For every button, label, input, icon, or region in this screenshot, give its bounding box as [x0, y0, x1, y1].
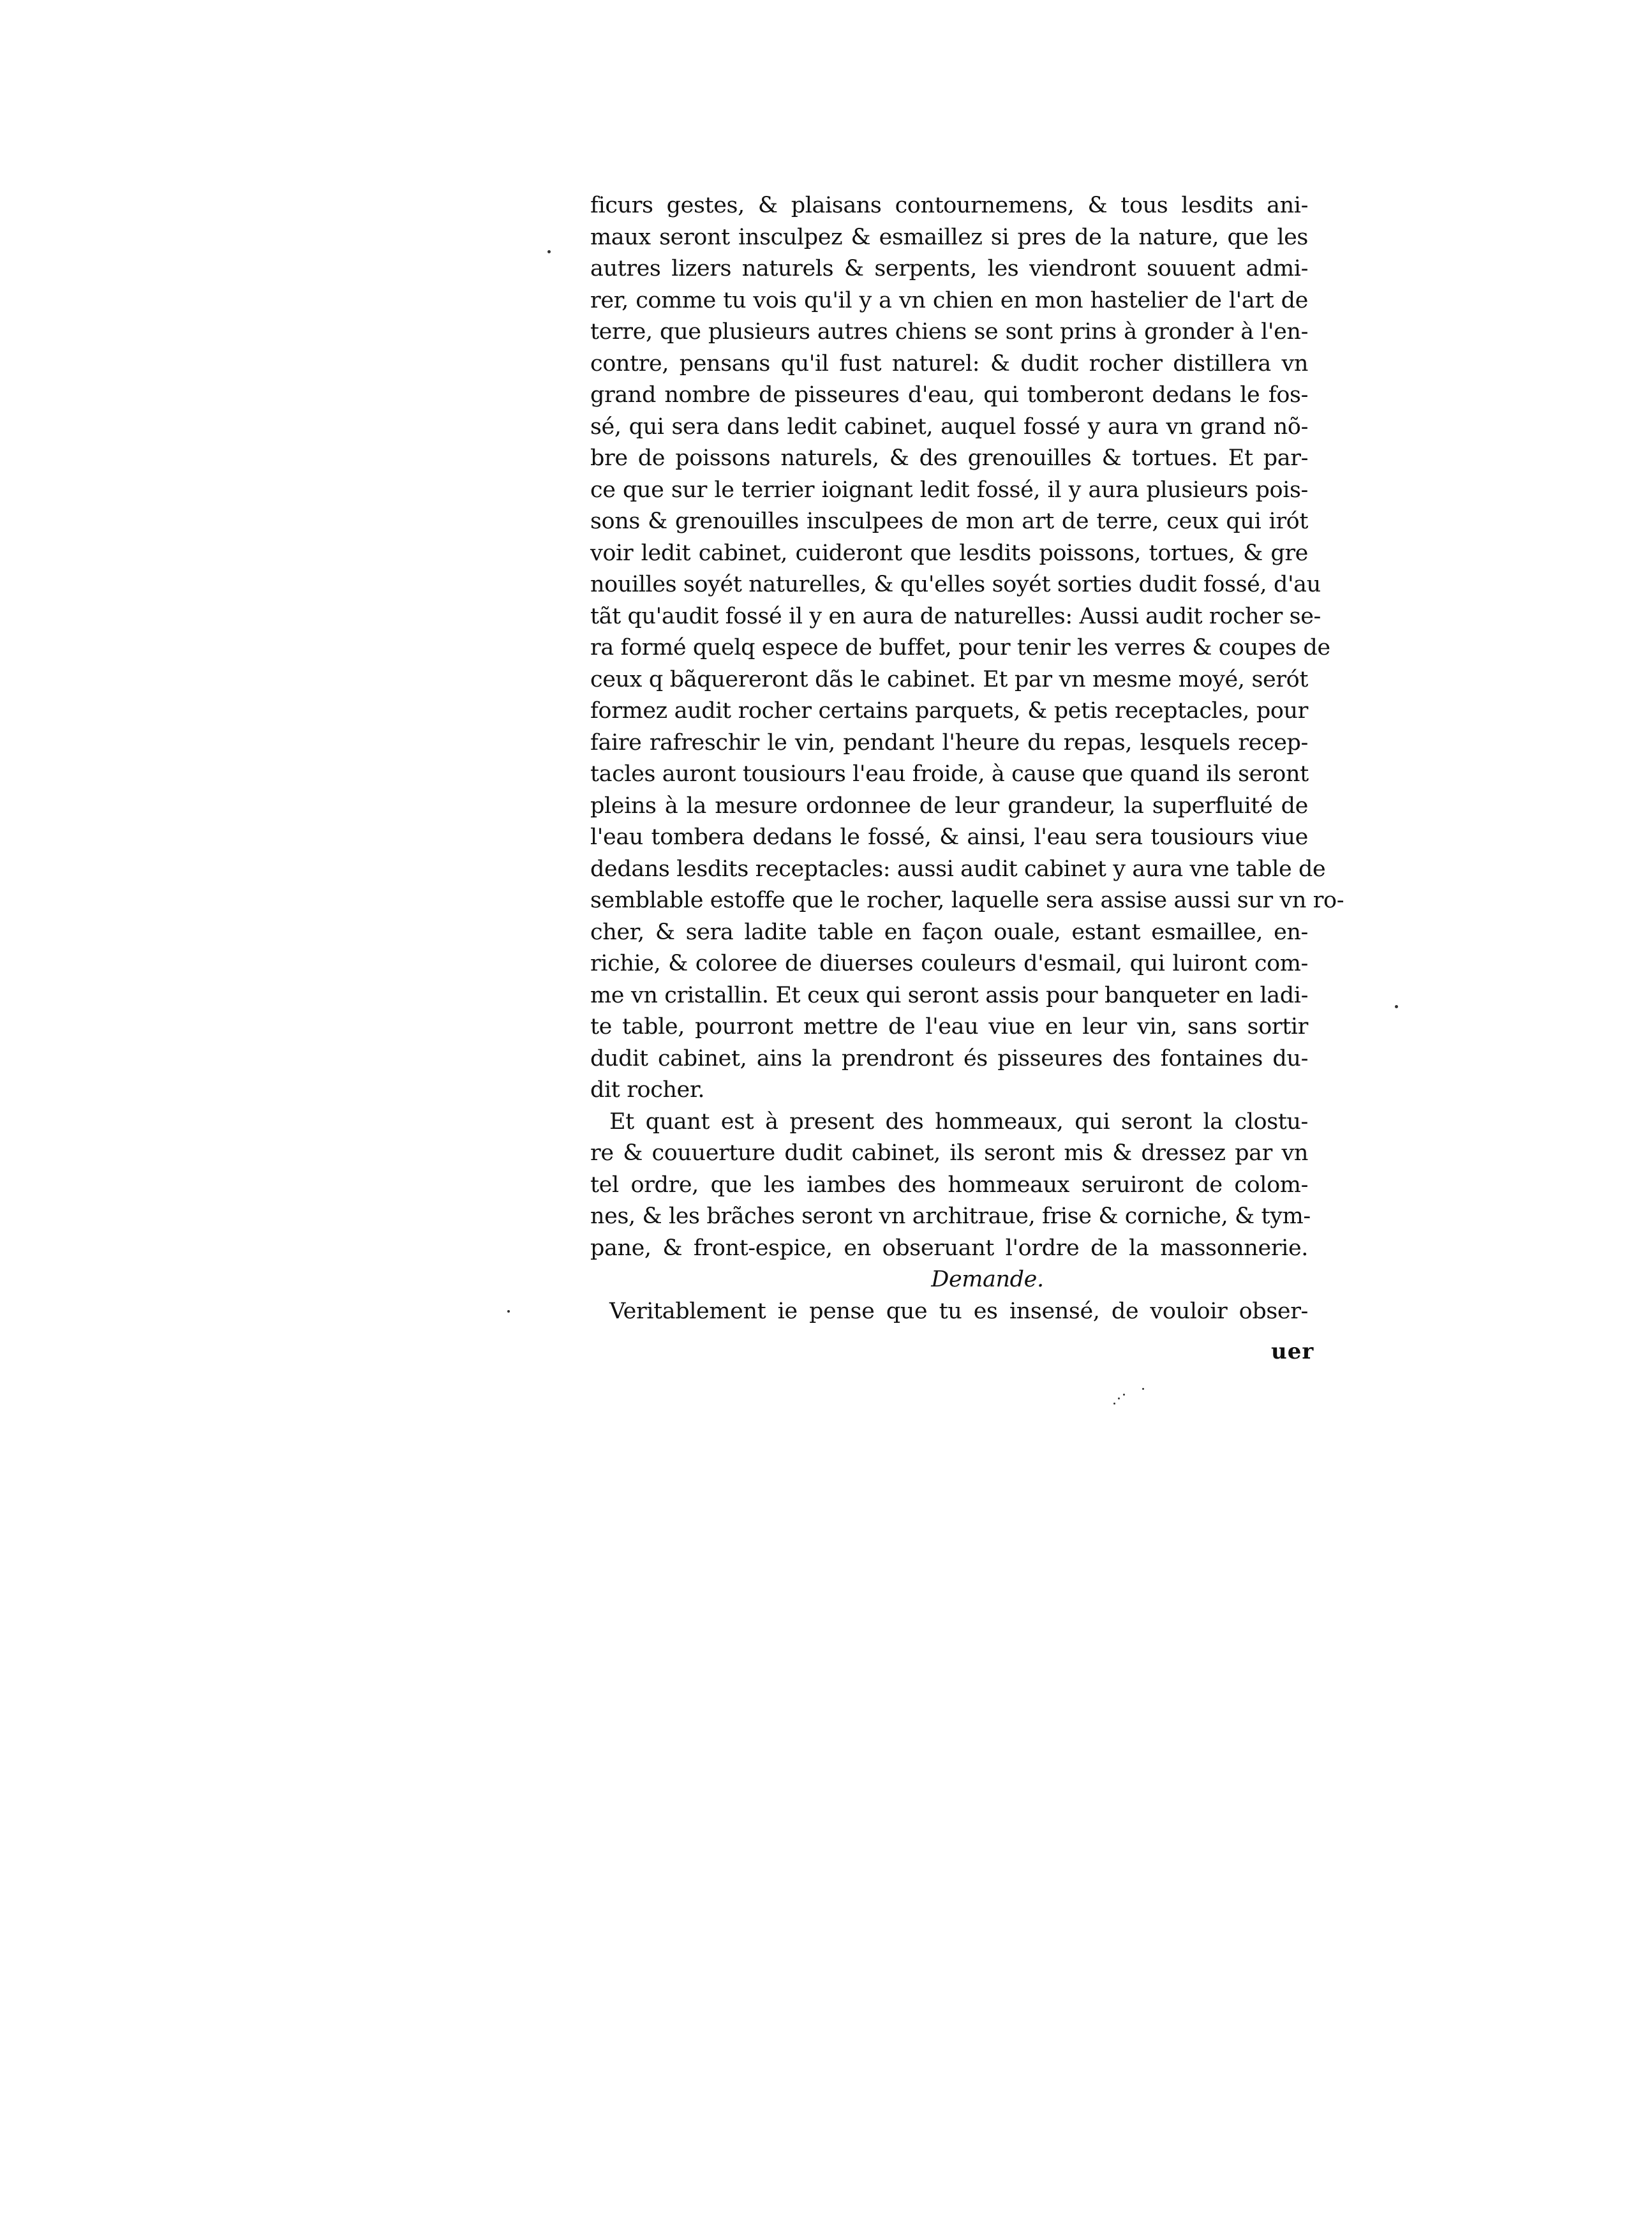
paragraph-line: Et quant est à present des hommeaux, qui seront la clostu- [609, 1108, 1308, 1135]
catchword: uer [1271, 1339, 1314, 1364]
text-line: maux seront insculpez & esmaillez si pres de la nature, que les [590, 224, 1308, 250]
text-line: ra formé quelq espece de buffet, pour tenir les verres & coupes de [590, 635, 1330, 660]
ink-speck [1395, 1005, 1398, 1008]
paragraph-line: re & couuerture dudit cabinet, ils seront mis & dressez par vn [590, 1140, 1308, 1166]
paragraph-line: nes, & les brãches seront vn architraue, frise & corniche, & tym- [590, 1204, 1311, 1229]
text-line: pleins à la mesure ordonnee de leur grandeur, la superfluité de [590, 793, 1308, 819]
ink-speck [1142, 1388, 1144, 1390]
text-line: formez audit rocher certains parquets, & petis receptacles, pour [590, 698, 1308, 724]
text-line: contre, pensans qu'il fust naturel: & dudit rocher distillera vn [590, 350, 1308, 376]
text-line: ce que sur le terrier ioignant ledit fossé, il y aura plusieurs pois- [590, 477, 1308, 503]
ink-speck [1123, 1394, 1125, 1396]
text-block [590, 190, 1344, 1327]
text-line: voir ledit cabinet, cuideront que lesdits poissons, tortues, & gre [590, 540, 1308, 566]
ink-speck [1118, 1398, 1120, 1399]
text-line: ficurs gestes, & plaisans contournemens, & tous lesdits ani- [590, 193, 1308, 218]
text-line: tacles auront tousiours l'eau froide, à cause que quand ils seront [590, 761, 1309, 787]
text-line: nouilles soyét naturelles, & qu'elles soyét sorties dudit fossé, d'au [590, 572, 1321, 597]
question-line: Veritablement ie pense que tu es insensé, de vouloir obser- [609, 1298, 1308, 1324]
text-line: me vn cristallin. Et ceux qui seront assis pour banqueter en ladi- [590, 982, 1308, 1008]
ink-speck [547, 250, 551, 253]
text-line: te table, pourront mettre de l'eau viue en leur vin, sans sortir [590, 1014, 1308, 1040]
text-line: l'eau tombera dedans le fossé, & ainsi, l'eau sera tousiours viue [590, 824, 1308, 850]
text-line: faire rafreschir le vin, pendant l'heure du repas, lesquels recep- [590, 729, 1308, 756]
section-heading: Demande. [931, 1267, 1044, 1292]
text-line: terre, que plusieurs autres chiens se sont prins à gronder à l'en- [590, 319, 1308, 345]
text-line: sé, qui sera dans ledit cabinet, auquel fossé y aura vn grand nõ- [590, 414, 1308, 440]
text-line: semblable estoffe que le rocher, laquelle sera assise aussi sur vn ro- [590, 888, 1344, 913]
text-line: dit rocher. [590, 1077, 705, 1103]
text-line: rer, comme tu vois qu'il y a vn chien en mon hastelier de l'art de [590, 287, 1308, 313]
paragraph-line: tel ordre, que les iambes des hommeaux seruiront de colom- [590, 1172, 1308, 1198]
text-line: ceux q bãquereront dãs le cabinet. Et par vn mesme moyé, serót [590, 666, 1308, 692]
text-line: dudit cabinet, ains la prendront és pisseures des fontaines du- [590, 1045, 1308, 1071]
paragraph-line: pane, & front-espice, en obseruant l'ordre de la massonnerie. [590, 1235, 1308, 1261]
text-line: grand nombre de pisseures d'eau, qui tomberont dedans le fos- [590, 382, 1308, 408]
text-line: sons & grenouilles insculpees de mon art de terre, ceux qui irót [590, 509, 1308, 534]
ink-speck [1113, 1403, 1115, 1405]
ink-speck [507, 1310, 510, 1313]
text-line: tãt qu'audit fossé il y en aura de naturelles: Aussi audit rocher se- [590, 603, 1321, 629]
text-line: richie, & coloree de diuerses couleurs d'esmail, qui luiront com- [590, 951, 1308, 976]
text-line: autres lizers naturels & serpents, les viendront souuent admi- [590, 256, 1308, 281]
text-line: bre de poissons naturels, & des grenouilles & tortues. Et par- [590, 445, 1308, 471]
text-line: dedans lesdits receptacles: aussi audit cabinet y aura vne table de [590, 856, 1326, 882]
text-line: cher, & sera ladite table en façon ouale, estant esmaillee, en- [590, 919, 1308, 945]
